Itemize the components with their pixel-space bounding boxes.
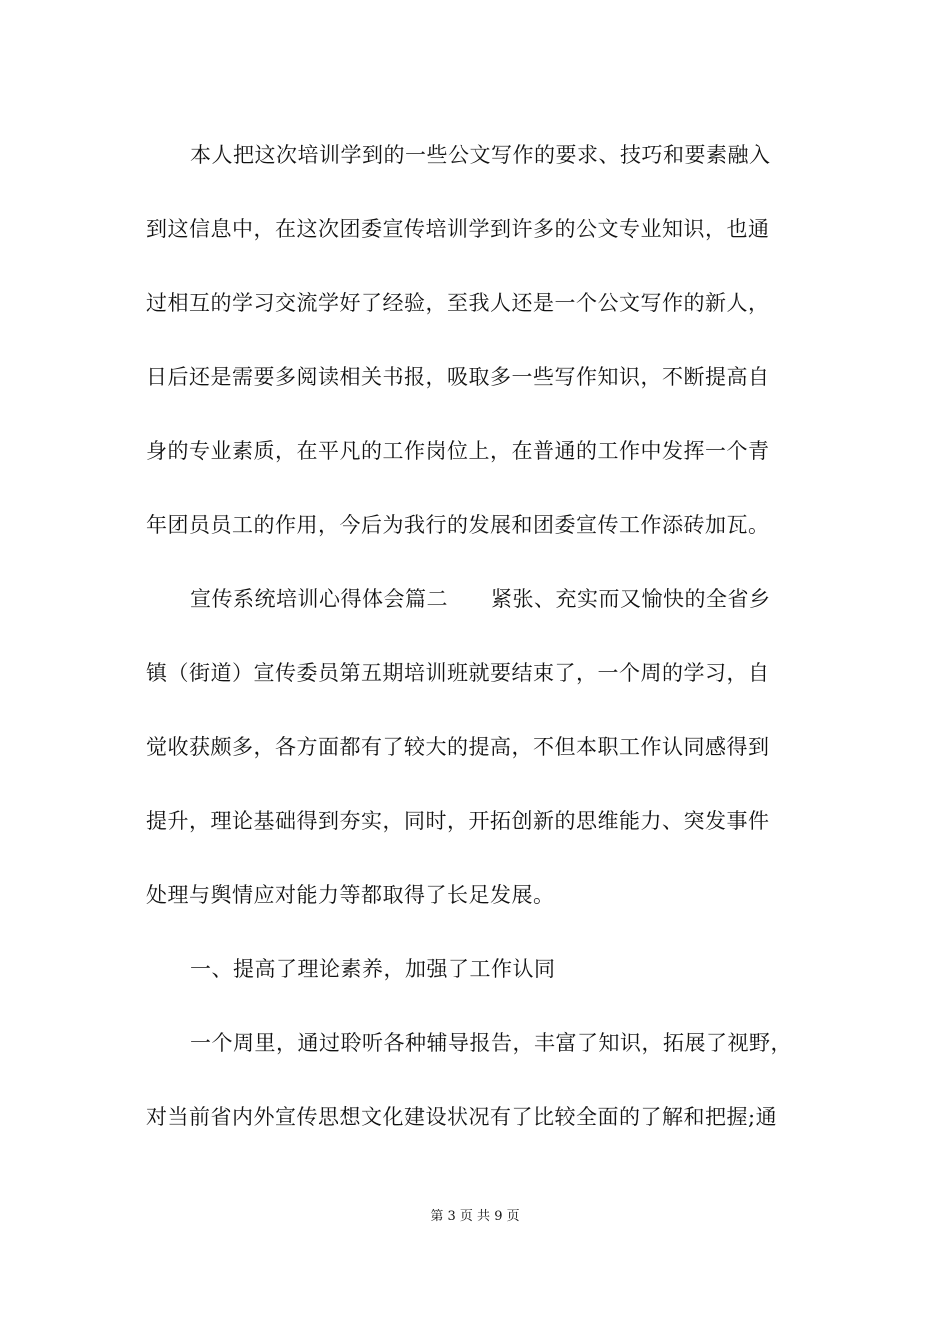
text-line: 处理与舆情应对能力等都取得了长足发展。 xyxy=(146,883,555,907)
text-line: 本人把这次培训学到的一些公文写作的要求、技巧和要素融入 xyxy=(190,143,771,167)
text-line: 镇（街道）宣传委员第五期培训班就要结束了，一个周的学习，自 xyxy=(146,661,770,685)
text-line: 年团员员工的作用，今后为我行的发展和团委宣传工作添砖加瓦。 xyxy=(146,513,770,537)
section-heading: 一、提高了理论素养，加强了工作认同 xyxy=(190,957,556,981)
text-line: 宣传系统培训心得体会篇二 紧张、充实而又愉快的全省乡 xyxy=(190,587,771,611)
text-line: 过相互的学习交流学好了经验，至我人还是一个公文写作的新人， xyxy=(146,291,770,315)
text-line: 对当前省内外宣传思想文化建设状况有了比较全面的了解和把握;通 xyxy=(146,1105,778,1129)
text-line: 觉收获颇多，各方面都有了较大的提高，不但本职工作认同感得到 xyxy=(146,735,770,759)
text-line: 身的专业素质，在平凡的工作岗位上，在普通的工作中发挥一个青 xyxy=(146,439,770,463)
text-line: 提升，理论基础得到夯实，同时，开拓创新的思维能力、突发事件 xyxy=(146,809,770,833)
text-line: 一个周里，通过聆听各种辅导报告，丰富了知识，拓展了视野， xyxy=(190,1031,792,1055)
text-line: 到这信息中，在这次团委宣传培训学到许多的公文专业知识，也通 xyxy=(146,217,770,241)
page-number-footer: 第 3 页 共 9 页 xyxy=(430,1209,520,1224)
text-line: 日后还是需要多阅读相关书报，吸取多一些写作知识，不断提高自 xyxy=(146,365,770,389)
